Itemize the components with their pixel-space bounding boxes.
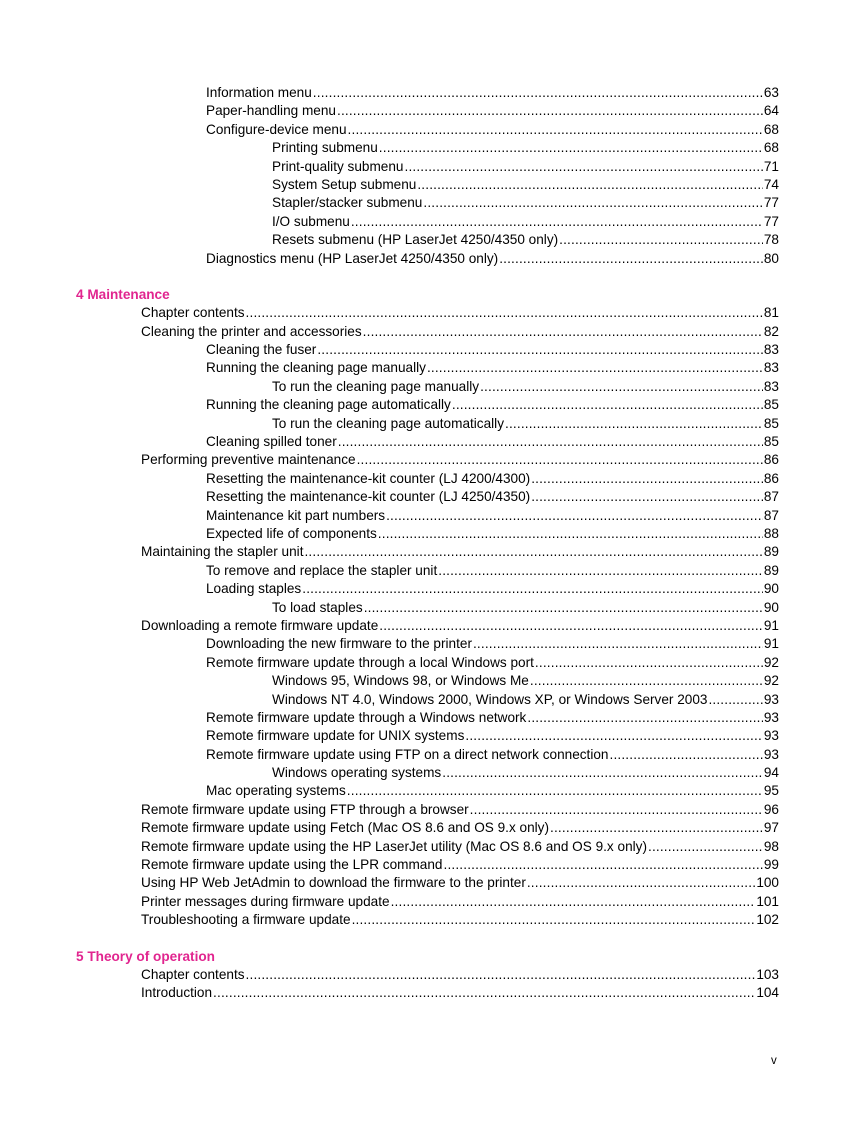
dot-leader <box>246 966 756 984</box>
dot-leader <box>246 304 763 322</box>
toc-entry[interactable] <box>0 580 779 598</box>
toc-entry-title: Cleaning the printer and accessories <box>141 323 362 339</box>
toc-entry-title: Windows 95, Windows 98, or Windows Me <box>272 673 529 689</box>
toc-entry[interactable] <box>0 782 779 800</box>
toc-entry-page-number: 103 <box>756 966 779 982</box>
toc-entry[interactable] <box>0 709 779 727</box>
toc-entry-page-number: 99 <box>763 857 779 873</box>
dot-leader <box>708 691 762 709</box>
toc-entry[interactable] <box>0 378 779 396</box>
toc-entry[interactable] <box>0 525 779 543</box>
toc-entry[interactable] <box>0 415 779 433</box>
toc-entry[interactable] <box>0 158 779 176</box>
toc-entry-title: Remote firmware update using FTP through a browser <box>141 801 469 817</box>
toc-entry-title: Information menu <box>206 85 312 100</box>
toc-entry-title: Remote firmware update using the HP LaserJet utility (Mac OS 8.6 and OS 9.x only) <box>141 838 647 854</box>
toc-entry-page-number: 85 <box>763 415 779 431</box>
toc-entry-title: Downloading a remote firmware update <box>141 617 379 633</box>
toc-entry-page-number: 87 <box>763 489 779 505</box>
toc-entry-page-number: 101 <box>756 893 779 909</box>
toc-entry-page-number: 93 <box>763 728 779 744</box>
toc-entry-title: Downloading the new firmware to the printer <box>206 636 472 652</box>
dot-leader <box>527 709 763 727</box>
toc-entry-page-number: 98 <box>763 838 779 854</box>
toc-entry[interactable] <box>0 396 779 414</box>
toc-entry-page-number: 77 <box>763 213 779 229</box>
toc-entry-title: To load staples <box>272 599 363 615</box>
toc-entry-title: Troubleshooting a firmware update <box>141 912 351 928</box>
toc-entry[interactable] <box>0 635 779 653</box>
table-of-contents <box>0 84 843 1003</box>
dot-leader <box>337 102 763 120</box>
toc-entry[interactable] <box>0 341 779 359</box>
toc-entry-title: Introduction <box>141 985 213 1001</box>
dot-leader <box>609 746 762 764</box>
toc-entry[interactable] <box>0 433 779 451</box>
toc-entry-title: Resetting the maintenance-kit counter (LJ 4200/4300) <box>206 470 531 486</box>
toc-entry-title: Printer messages during firmware update <box>141 893 390 909</box>
toc-entry[interactable] <box>0 966 779 984</box>
dot-leader <box>213 984 755 1002</box>
toc-entry[interactable] <box>0 488 779 506</box>
dot-leader <box>386 507 763 525</box>
dot-leader <box>470 801 763 819</box>
dot-leader <box>347 782 763 800</box>
toc-entry-page-number: 83 <box>763 378 779 394</box>
toc-entry[interactable] <box>0 911 779 929</box>
toc-entry-title: Expected life of components <box>206 525 377 541</box>
toc-entry-title: Resets submenu (HP LaserJet 4250/4350 only) <box>272 232 559 248</box>
toc-entry-title: To run the cleaning page automatically <box>272 415 504 431</box>
toc-entry-title: Diagnostics menu (HP LaserJet 4250/4350 only) <box>206 250 499 266</box>
toc-entry-page-number: 97 <box>763 820 779 836</box>
dot-leader <box>465 727 763 745</box>
toc-entry-title: Cleaning spilled toner <box>206 434 337 450</box>
toc-entry-page-number: 88 <box>763 525 779 541</box>
dot-leader <box>391 893 756 911</box>
toc-entry[interactable] <box>0 102 779 120</box>
toc-entry[interactable] <box>0 727 779 745</box>
toc-continued-entries <box>0 84 843 268</box>
dot-leader <box>417 176 763 194</box>
dot-leader <box>527 874 755 892</box>
toc-entry-page-number: 93 <box>763 709 779 725</box>
toc-entry[interactable] <box>0 691 779 709</box>
toc-entry-page-number: 82 <box>763 323 779 339</box>
toc-entry-title: Remote firmware update using Fetch (Mac OS 8.6 and OS 9.x only) <box>141 820 549 836</box>
toc-entry-title: Running the cleaning page automatically <box>206 397 451 413</box>
toc-entry[interactable] <box>0 139 779 157</box>
toc-entry-title: Remote firmware update through a Windows network <box>206 709 527 725</box>
toc-entry-page-number: 74 <box>763 176 779 192</box>
toc-entry-title: Paper-handling menu <box>206 103 336 119</box>
dot-leader <box>427 359 763 377</box>
dot-leader <box>304 543 762 561</box>
toc-entry-page-number: 91 <box>763 617 779 633</box>
toc-entry-page-number: 71 <box>763 158 779 174</box>
toc-entry-page-number: 92 <box>763 654 779 670</box>
toc-entry[interactable] <box>0 672 779 690</box>
dot-leader <box>351 213 763 231</box>
toc-entry-page-number: 83 <box>763 342 779 358</box>
toc-entry-page-number: 68 <box>763 121 779 137</box>
toc-entry-title: To run the cleaning page manually <box>272 378 480 394</box>
toc-entry-title: Windows NT 4.0, Windows 2000, Windows XP, or Windows Server 2003 <box>272 691 708 707</box>
chapter-5-entries <box>0 966 843 1003</box>
toc-entry-title: Mac operating systems <box>206 783 346 799</box>
toc-entry-title: I/O submenu <box>272 213 350 229</box>
dot-leader <box>442 764 763 782</box>
toc-entry[interactable] <box>0 451 779 469</box>
toc-entry-title: Chapter contents <box>141 966 245 982</box>
toc-entry[interactable] <box>0 323 779 341</box>
toc-entry-page-number: 83 <box>763 360 779 376</box>
dot-leader <box>438 562 763 580</box>
toc-entry[interactable] <box>0 599 779 617</box>
toc-entry-page-number: 64 <box>763 103 779 119</box>
toc-entry-title: Print-quality submenu <box>272 158 404 174</box>
toc-entry[interactable] <box>0 359 779 377</box>
dot-leader <box>535 654 763 672</box>
toc-entry-page-number: 86 <box>763 470 779 486</box>
chapter-4-entries <box>0 304 843 929</box>
dot-leader <box>480 378 763 396</box>
toc-entry[interactable] <box>0 84 779 102</box>
toc-entry-title: Performing preventive maintenance <box>141 452 356 468</box>
dot-leader <box>404 158 762 176</box>
toc-entry[interactable] <box>0 984 779 1002</box>
toc-entry[interactable] <box>0 121 779 139</box>
dot-leader <box>473 635 763 653</box>
dot-leader <box>338 433 763 451</box>
dot-leader <box>499 250 763 268</box>
toc-entry-page-number: 89 <box>763 562 779 578</box>
toc-entry[interactable] <box>0 231 779 249</box>
toc-entry[interactable] <box>0 250 779 268</box>
toc-entry-page-number: 102 <box>756 912 779 928</box>
toc-entry-page-number: 96 <box>763 801 779 817</box>
toc-entry[interactable] <box>0 507 779 525</box>
toc-entry-page-number: 85 <box>763 434 779 450</box>
toc-entry-title: Remote firmware update using the LPR command <box>141 857 443 873</box>
toc-entry-title: Remote firmware update through a local Windows port <box>206 654 534 670</box>
toc-entry[interactable] <box>0 470 779 488</box>
toc-entry-title: To remove and replace the stapler unit <box>206 562 438 578</box>
toc-entry-page-number: 93 <box>763 691 779 707</box>
dot-leader <box>352 911 756 929</box>
section-gap <box>0 268 843 286</box>
toc-entry[interactable] <box>0 654 779 672</box>
toc-entry-page-number: 90 <box>763 599 779 615</box>
toc-entry[interactable] <box>0 194 779 212</box>
dot-leader <box>648 838 763 856</box>
toc-entry-title: Resetting the maintenance-kit counter (LJ 4250/4350) <box>206 489 531 505</box>
toc-entry[interactable] <box>0 617 779 635</box>
toc-entry[interactable] <box>0 176 779 194</box>
toc-entry-title: Remote firmware update for UNIX systems <box>206 728 465 744</box>
toc-entry[interactable] <box>0 304 779 322</box>
toc-entry-page-number: 77 <box>763 195 779 211</box>
dot-leader <box>531 488 763 506</box>
dot-leader <box>317 341 763 359</box>
toc-entry-title: Maintaining the stapler unit <box>141 544 304 560</box>
toc-entry[interactable] <box>0 213 779 231</box>
toc-entry[interactable] <box>0 893 779 911</box>
dot-leader <box>302 580 763 598</box>
toc-entry-page-number: 95 <box>763 783 779 799</box>
dot-leader <box>530 672 763 690</box>
toc-entry-page-number: 81 <box>763 305 779 321</box>
dot-leader <box>379 139 763 157</box>
toc-entry-page-number: 89 <box>763 544 779 560</box>
toc-entry[interactable] <box>0 838 779 856</box>
dot-leader <box>531 470 763 488</box>
toc-entry[interactable] <box>0 801 779 819</box>
dot-leader <box>363 323 763 341</box>
dot-leader <box>364 599 763 617</box>
toc-entry-page-number: 94 <box>763 765 779 781</box>
toc-entry-page-number: 100 <box>756 875 779 891</box>
dot-leader <box>505 415 763 433</box>
dot-leader <box>550 819 763 837</box>
toc-entry-page-number: 80 <box>763 250 779 266</box>
toc-entry-title: Windows operating systems <box>272 765 442 781</box>
dot-leader <box>348 121 763 139</box>
toc-entry-page-number: 91 <box>763 636 779 652</box>
toc-entry-title: Loading staples <box>206 581 302 597</box>
dot-leader <box>379 617 763 635</box>
toc-entry-title: Configure-device menu <box>206 121 347 137</box>
toc-entry-title: Chapter contents <box>141 305 245 321</box>
dot-leader <box>423 194 763 212</box>
toc-entry-title: Running the cleaning page manually <box>206 360 426 376</box>
toc-entry-title: Cleaning the fuser <box>206 342 317 358</box>
section-gap <box>0 930 843 948</box>
dot-leader <box>452 396 763 414</box>
toc-entry-title: Printing submenu <box>272 140 378 156</box>
toc-entry[interactable] <box>0 746 779 764</box>
toc-entry[interactable] <box>0 874 779 892</box>
dot-leader <box>313 84 763 102</box>
toc-entry-page-number: 90 <box>763 581 779 597</box>
toc-entry-page-number: 85 <box>763 397 779 413</box>
toc-entry-title: System Setup submenu <box>272 176 417 192</box>
toc-entry-title: Remote firmware update using FTP on a direct network connection <box>206 746 609 762</box>
toc-entry[interactable] <box>0 856 779 874</box>
toc-entry-page-number: 104 <box>756 985 779 1001</box>
toc-entry-page-number: 68 <box>763 140 779 156</box>
chapter-heading-maintenance[interactable]: 4 Maintenance <box>76 286 170 302</box>
toc-entry[interactable] <box>0 562 779 580</box>
chapter-heading-theory-of-operation[interactable]: 5 Theory of operation <box>76 948 215 964</box>
toc-entry-page-number: 78 <box>763 232 779 248</box>
dot-leader <box>378 525 763 543</box>
dot-leader <box>357 451 763 469</box>
toc-entry-page-number: 63 <box>763 85 779 100</box>
toc-entry-page-number: 86 <box>763 452 779 468</box>
toc-entry-title: Maintenance kit part numbers <box>206 507 386 523</box>
page-folio: v <box>771 1055 777 1067</box>
toc-entry-title: Stapler/stacker submenu <box>272 195 423 211</box>
toc-entry-title: Using HP Web JetAdmin to download the firmware to the printer <box>141 875 526 891</box>
toc-entry-page-number: 92 <box>763 673 779 689</box>
dot-leader <box>443 856 762 874</box>
dot-leader <box>559 231 763 249</box>
toc-entry[interactable] <box>0 543 779 561</box>
toc-entry-page-number: 93 <box>763 746 779 762</box>
toc-entry[interactable] <box>0 764 779 782</box>
toc-entry[interactable] <box>0 819 779 837</box>
toc-entry-page-number: 87 <box>763 507 779 523</box>
